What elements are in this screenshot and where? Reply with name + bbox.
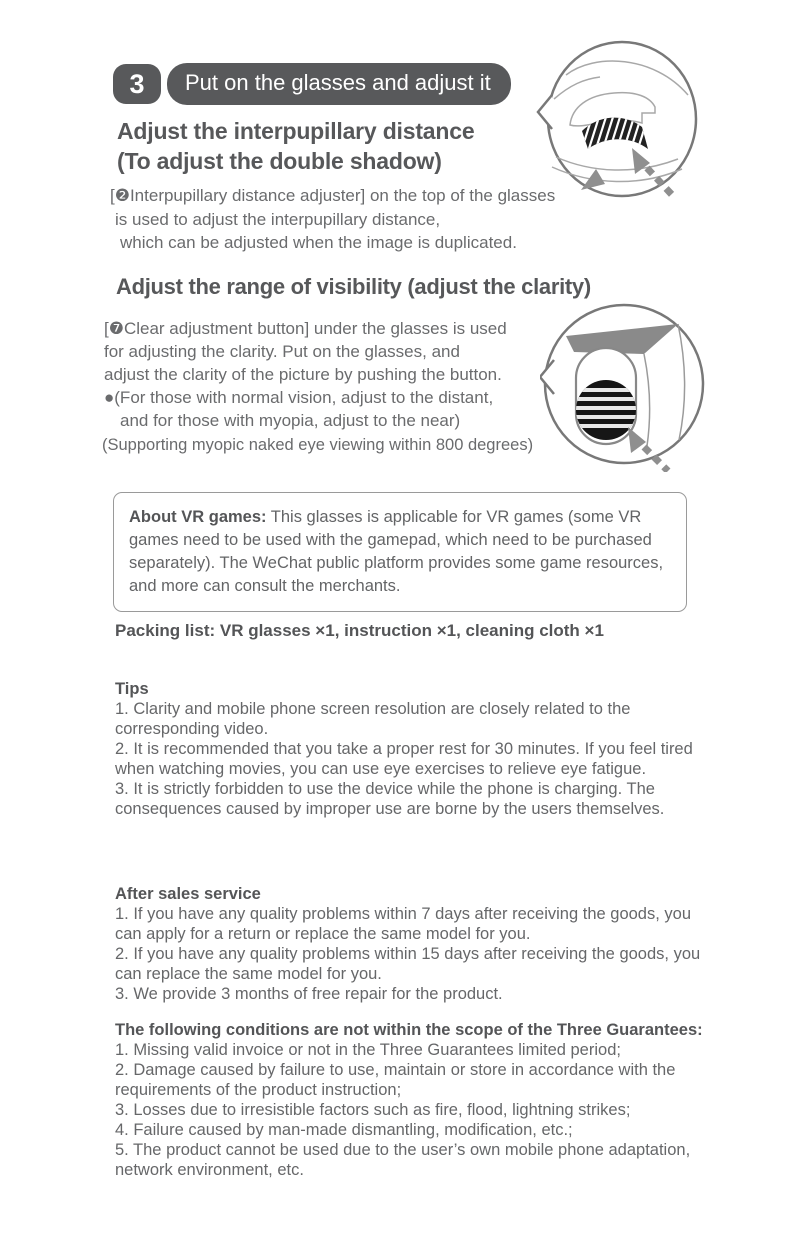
ipd-heading-line2: (To adjust the double shadow) <box>117 148 442 174</box>
tips-item: 2. It is recommended that you take a proper rest for 30 minutes. If you feel tired when watching movies, you can use eye exercises to relieve eye fatigue. <box>115 740 693 778</box>
after-sales-item: 2. If you have any quality problems within 15 days after receiving the goods, you can replace the same model for you. <box>115 945 701 983</box>
tips-item: 1. Clarity and mobile phone screen resolution are closely related to the corresponding video. <box>115 700 631 738</box>
slide-direction-arrow-icon <box>581 169 605 190</box>
after-sales-item: 3. We provide 3 months of free repair for the product. <box>115 985 503 1003</box>
after-sales-heading: After sales service <box>115 885 261 903</box>
clarity-section-heading: Adjust the range of visibility (adjust the clarity) <box>116 274 591 299</box>
packing-list: Packing list: VR glasses ×1, instruction ×1, cleaning cloth ×1 <box>115 621 604 640</box>
vr-games-label: About VR games: <box>129 508 267 526</box>
three-guarantees-heading: The following conditions are not within the scope of the Three Guarantees: <box>115 1021 703 1039</box>
clarity-body-text <box>104 317 533 457</box>
step-title-pill: Put on the glasses and adjust it <box>167 63 511 105</box>
clarity-body-line: for adjusting the clarity. Put on the glasses, and <box>104 342 460 361</box>
glasses-edge-shade <box>566 324 678 354</box>
ipd-body-text <box>110 184 555 255</box>
clarity-body-line: adjust the clarity of the picture by pushing the button. <box>104 365 502 384</box>
vr-games-text: This glasses is applicable for VR games (some VR games need to be used with the gamepad, which need to be purchased separately). The WeChat public platform provides some game resources, and more can consult the merchants. <box>129 508 664 595</box>
ipd-heading-line1: Adjust the interpupillary distance <box>117 118 475 144</box>
after-sales-item: 1. If you have any quality problems within 7 days after receiving the goods, you can apply for a return or replace the same model for you. <box>115 905 691 943</box>
tips-section <box>115 679 703 819</box>
clarity-body-line: ●(For those with normal vision, adjust to the distant, <box>104 388 494 407</box>
ipd-body-line: [❷Interpupillary distance adjuster] on the top of the glasses <box>110 186 556 205</box>
clarity-body-line: (Supporting myopic naked eye viewing within 800 degrees) <box>102 436 534 454</box>
clarity-body-line: [❼Clear adjustment button] under the glasses is used <box>104 319 507 338</box>
three-guarantees-item: 3. Losses due to irresistible factors such as fire, flood, lightning strikes; <box>115 1101 631 1119</box>
step-number-badge: 3 <box>113 64 161 104</box>
three-guarantees-item: 2. Damage caused by failure to use, maintain or store in accordance with the requirements of the product instruction; <box>115 1061 676 1099</box>
tips-item: 3. It is strictly forbidden to use the device while the phone is charging. The consequences caused by improper use are borne by the users themselves. <box>115 780 665 818</box>
three-guarantees-item: 1. Missing valid invoice or not in the Three Guarantees limited period; <box>115 1041 621 1059</box>
clarity-button-illustration <box>540 300 712 472</box>
three-guarantees-section <box>115 1020 703 1180</box>
ipd-body-line: is used to adjust the interpupillary distance, <box>115 209 441 229</box>
step-header <box>113 63 511 105</box>
ipd-section-heading <box>117 116 474 176</box>
clarity-body-line: and for those with myopia, adjust to the near) <box>120 411 461 430</box>
after-sales-section <box>115 884 703 1004</box>
tips-heading: Tips <box>115 680 149 698</box>
ipd-adjuster-illustration <box>536 33 704 201</box>
three-guarantees-item: 5. The product cannot be used due to the user’s own mobile phone adaptation, network environment, etc. <box>115 1141 691 1179</box>
circle-notch-mask <box>538 95 552 129</box>
ipd-body-line: which can be adjusted when the image is duplicated. <box>120 233 517 252</box>
vr-games-note-box <box>113 492 687 612</box>
pointer-arrow-tail <box>647 168 675 198</box>
three-guarantees-item: 4. Failure caused by man-made dismantling, modification, etc.; <box>115 1121 573 1139</box>
